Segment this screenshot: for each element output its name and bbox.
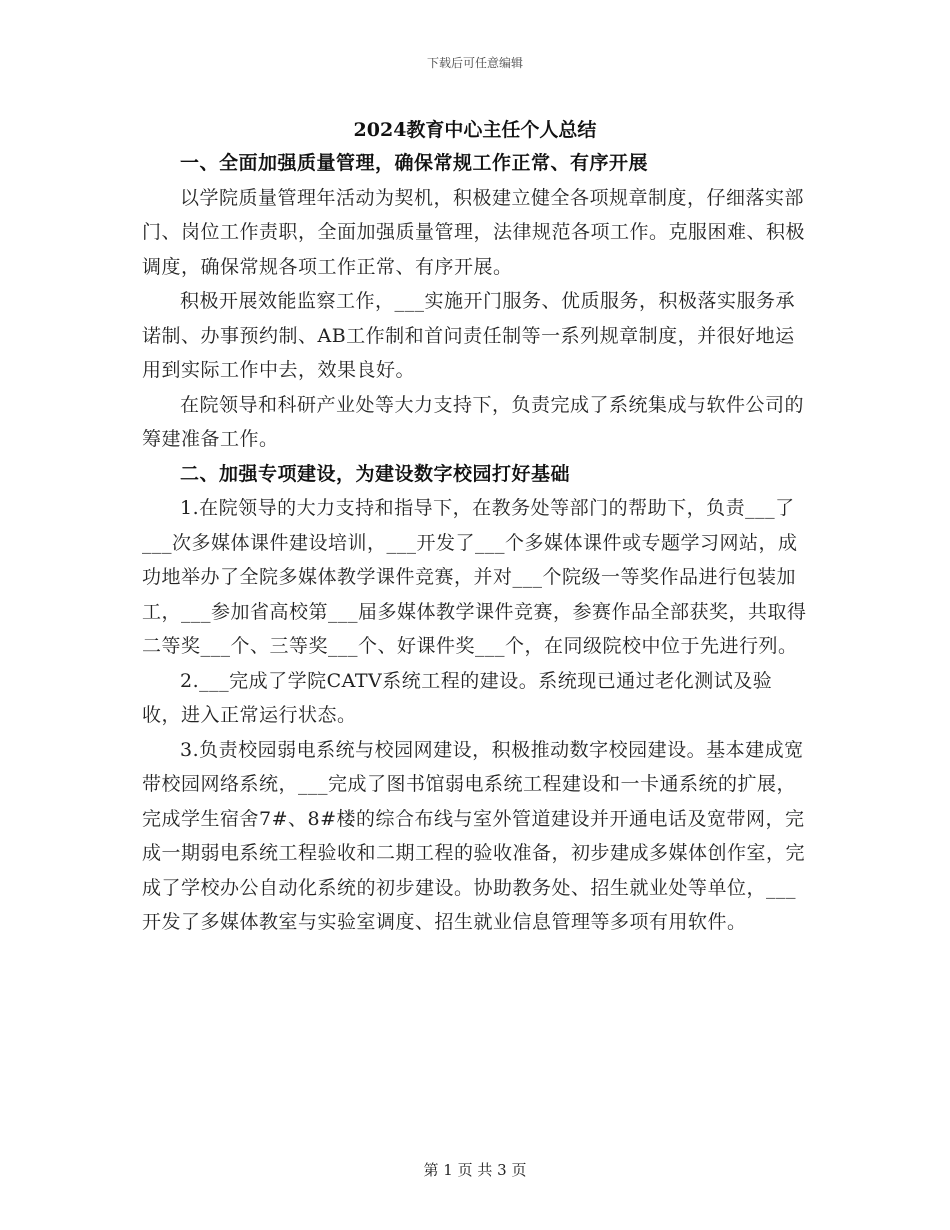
section-heading-2: 二、加强专项建设，为建设数字校园打好基础 xyxy=(180,462,571,485)
paragraph: 以学院质量管理年活动为契机，积极建立健全各项规章制度，仔细落实部门、岗位工作责职，全面加强质量管理，法律规范各项工作。克服困难、积极调度，确保常规各项工作正常、有序开展。 xyxy=(142,186,806,278)
section-heading-1: 一、全面加强质量管理，确保常规工作正常、有序开展 xyxy=(180,152,649,174)
paragraph: 3.负责校园弱电系统与校园网建设，积极推动数字校园建设。基本建成宽带校园网络系统，___完成了图书馆弱电系统工程建设和一卡通系统的扩展，完成学生宿舍7#、8#楼的综合布线与室外管道建设并开通电话及宽带网，完成一期弱电系统工程验收和二期工程的验收准备，初步建成多媒体创作室，完成了学校办公自动化系统的初步建设。协助教务处、招生就业处等单位，___开发了多媒体教室与实验室调度、招生就业信息管理等多项有用软件。 xyxy=(142,738,806,933)
paragraph: 在院领导和科研产业处等大力支持下，负责完成了系统集成与软件公司的筹建准备工作。 xyxy=(142,393,805,450)
page-number: 第 1 页 共 3 页 xyxy=(423,1161,527,1179)
document-body xyxy=(142,146,810,940)
paragraph: 2.___完成了学院CATV系统工程的建设。系统现已通过老化测试及验收，进入正常运行状态。 xyxy=(142,669,773,726)
paragraph: 1.在院领导的大力支持和指导下，在教务处等部门的帮助下，负责___了___次多媒体课件建设培训，___开发了___个多媒体课件或专题学习网站，成功地举办了全院多媒体教学课件竞赛，并对___个院级一等奖作品进行包装加工，___参加省高校第___届多媒体教学课件竞赛，参赛作品全部获奖，共取得二等奖___个、三等奖___个、好课件奖___个，在同级院校中位于先进行列。 xyxy=(142,497,807,657)
document-title: 2024教育中心主任个人总结 xyxy=(353,119,597,141)
header-note: 下载后可任意编辑 xyxy=(426,56,523,70)
paragraph: 积极开展效能监察工作，___实施开门服务、优质服务，积极落实服务承诺制、办事预约制、AB工作制和首问责任制等一系列规章制度，并很好地运用到实际工作中去，效果良好。 xyxy=(142,290,796,381)
